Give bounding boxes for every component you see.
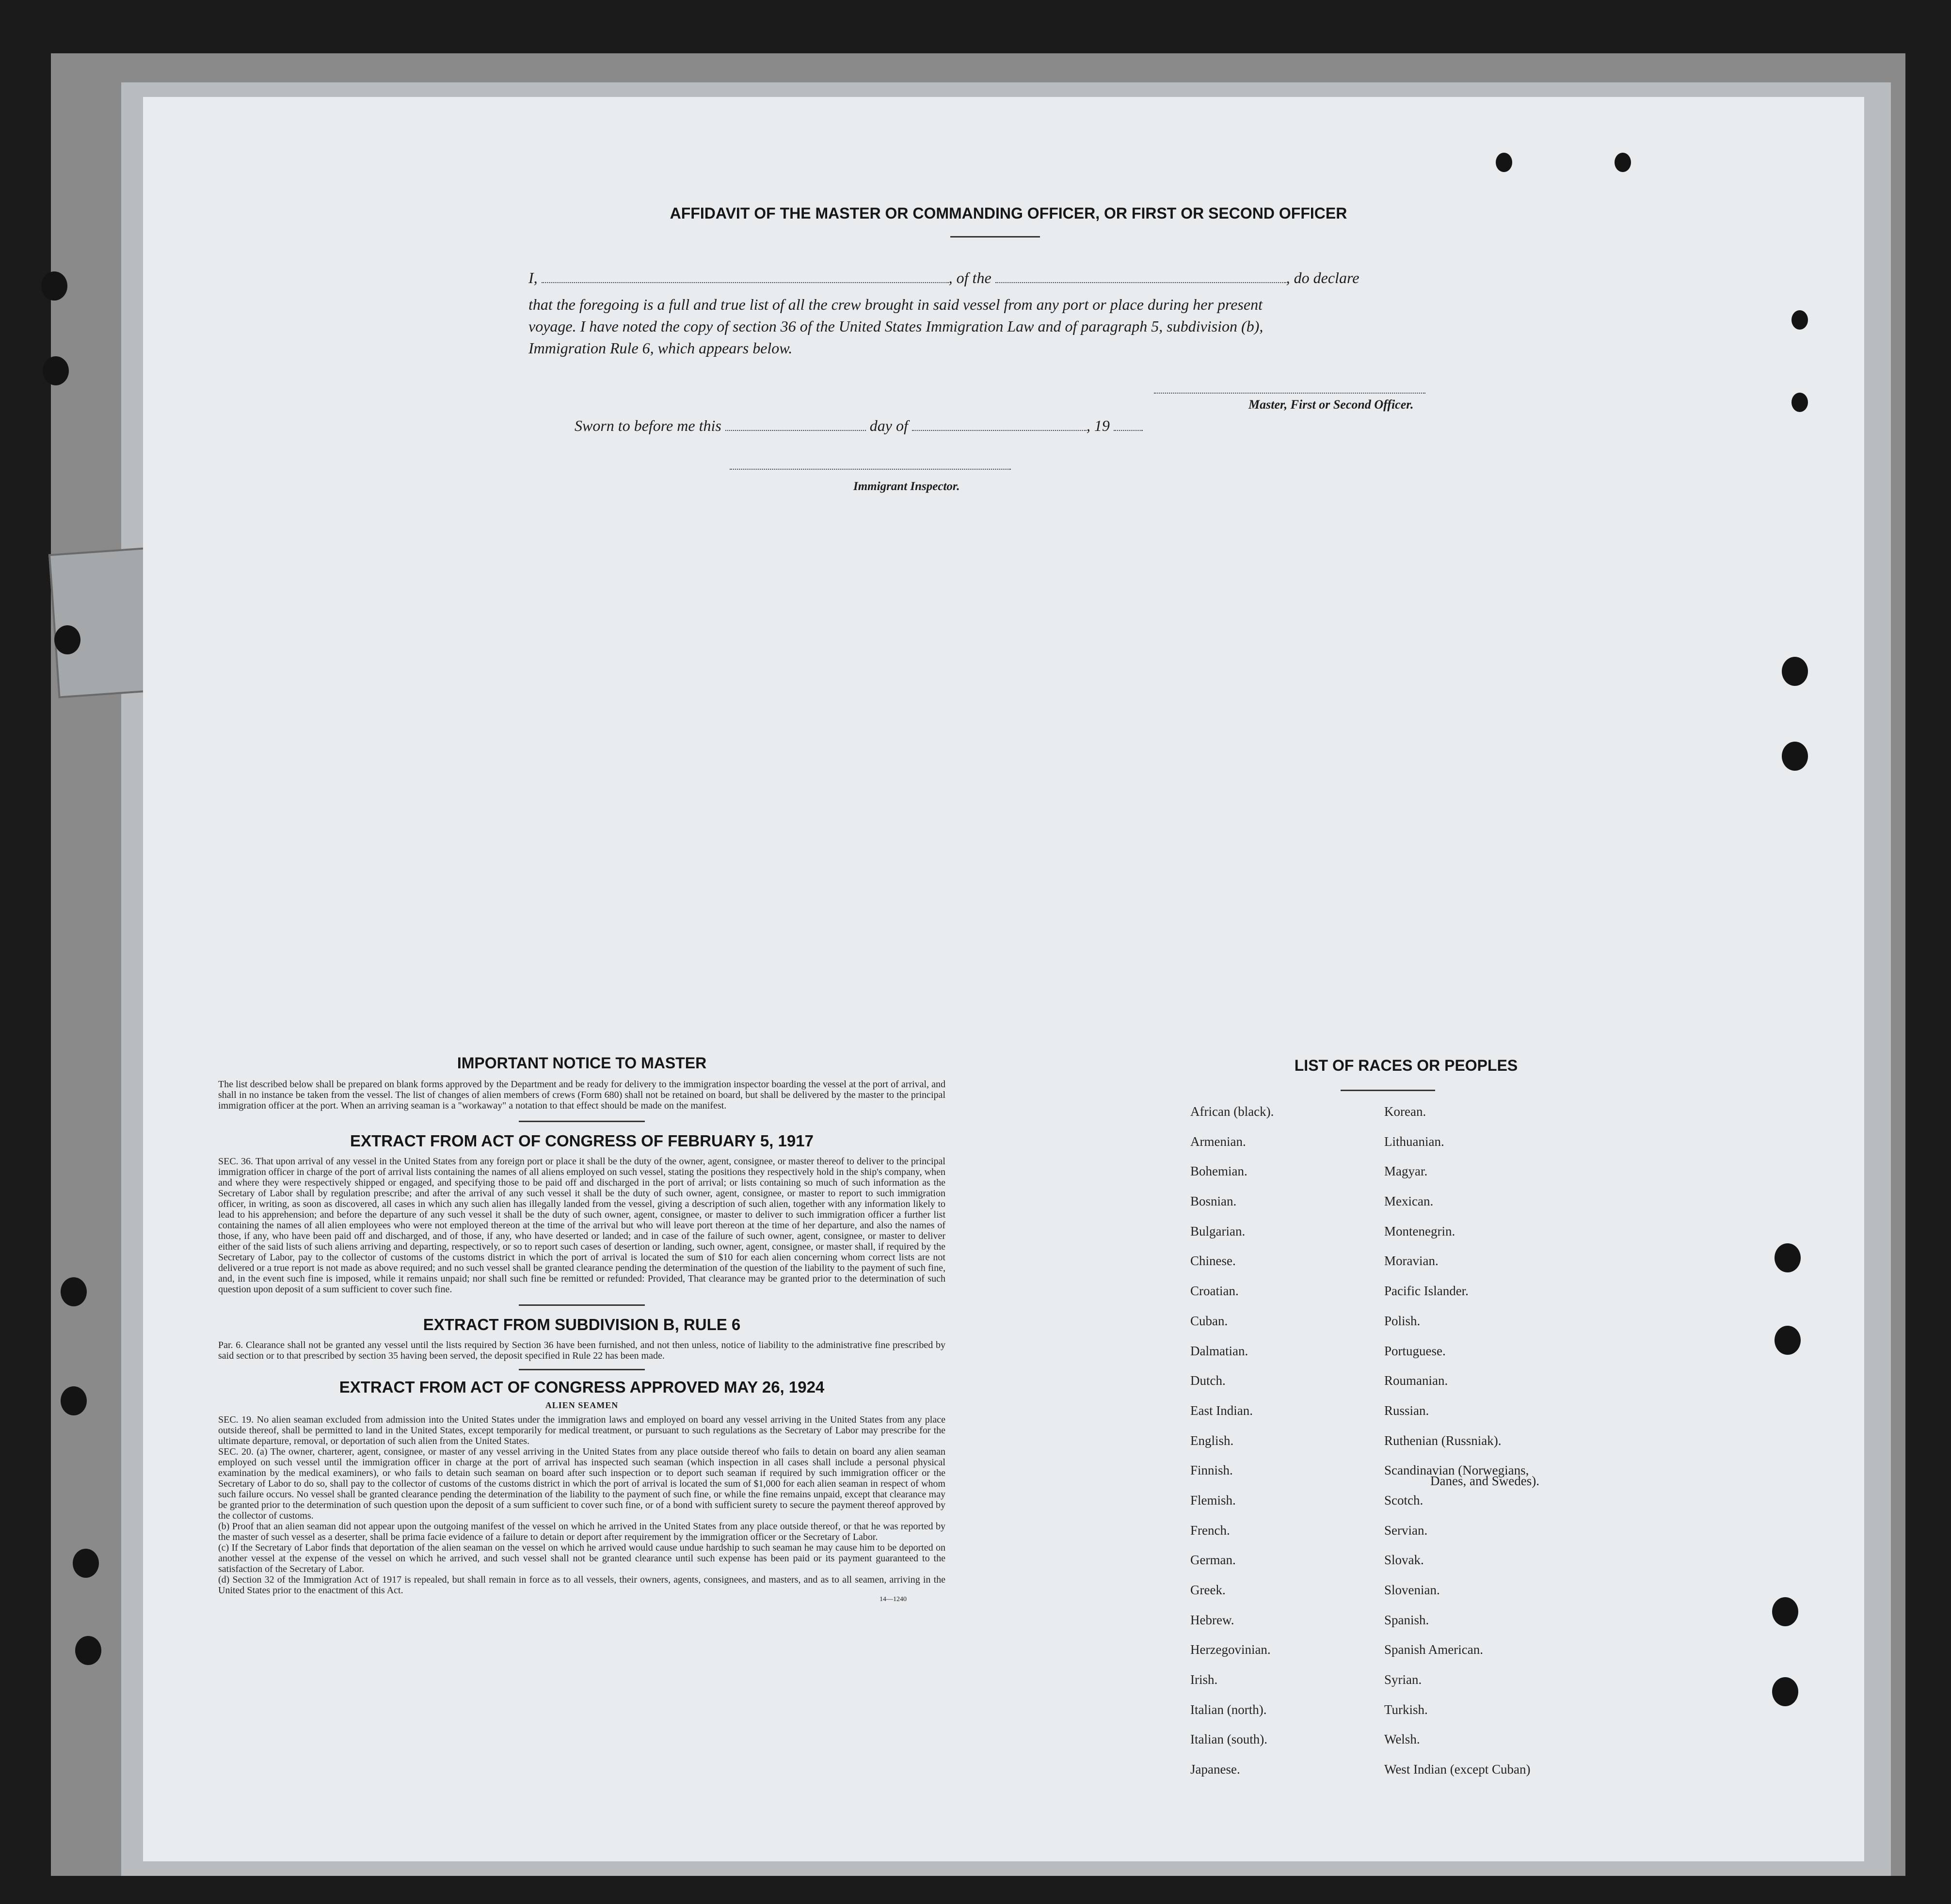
race-item: Dalmatian.	[1190, 1343, 1248, 1358]
races-underline	[1341, 1090, 1435, 1091]
race-item: Armenian.	[1190, 1134, 1246, 1149]
page-hole	[1775, 1326, 1801, 1355]
affidavit-declare: , do declare	[1286, 269, 1359, 286]
page-hole	[1496, 153, 1512, 172]
subdivision-text: Par. 6. Clearance shall not be granted any vessel until the lists required by Section 36 have been furnished, and not then unless, notice of liability to the administrative fine prescribed by said section or to that prescribed by section 35 having been served, the deposit specified in Rule 22 has been made.	[218, 1340, 945, 1361]
affidavit-line-2: that the foregoing is a full and true list of all the crew brought in said vessel from any port or place during her present	[528, 296, 1263, 313]
vessel-blank[interactable]	[995, 282, 1286, 283]
binder-hole	[43, 356, 69, 385]
race-item: African (black).	[1190, 1104, 1274, 1119]
form-page	[143, 97, 1864, 1861]
race-item: German.	[1190, 1553, 1236, 1568]
binder-hole	[61, 1277, 87, 1306]
binder-hole	[75, 1636, 101, 1665]
race-item: Greek.	[1190, 1583, 1226, 1597]
page-hole	[1615, 153, 1631, 172]
binder-hole	[41, 271, 67, 301]
divider	[519, 1369, 645, 1370]
races-scandinavian-continuation: Danes, and Swedes).	[1430, 1474, 1539, 1488]
race-item: Finnish.	[1190, 1463, 1233, 1478]
notice-text: The list described below shall be prepared on blank forms approved by the Department and be ready for delivery to the immigration inspector boarding the vessel at the port of arrival, and shall in no instance be taken from the vessel. The list of changes of alien members of crews (Form 680) shall not be retained on board, but shall be delivered by the master to the principal immigration officer at the port. When an arriving seaman is a "workaway" a notation to that effect should be made on the manifest.	[218, 1079, 945, 1111]
race-item: Dutch.	[1190, 1373, 1226, 1388]
name-blank[interactable]	[542, 282, 949, 283]
race-item: Spanish American.	[1384, 1642, 1483, 1657]
notice-title: IMPORTANT NOTICE TO MASTER	[457, 1054, 707, 1072]
sec-20b-text: (b) Proof that an alien seaman did not appear upon the outgoing manifest of the vessel on which he arrived in the United States from any place outside thereof, or that he was reported by the master of such vessel as a deserter, shall be prima facie evidence of a failure to detain or deport after requirement by the immigration officer or the Secretary of Labor.	[218, 1521, 945, 1542]
race-item: Bulgarian.	[1190, 1223, 1246, 1238]
race-item: Herzegovinian.	[1190, 1642, 1271, 1657]
race-item: Scandinavian (Norwegians,	[1384, 1463, 1529, 1478]
race-item: Turkish.	[1384, 1702, 1428, 1717]
binder-hole	[73, 1549, 99, 1578]
master-signature-label: Master, First or Second Officer.	[1248, 397, 1414, 412]
inspector-label: Immigrant Inspector.	[853, 480, 960, 493]
race-item: Lithuanian.	[1384, 1134, 1444, 1149]
page-hole	[1772, 1597, 1798, 1626]
race-item: Scotch.	[1384, 1492, 1423, 1507]
race-item: Montenegrin.	[1384, 1223, 1455, 1238]
page-hole	[1791, 393, 1808, 412]
race-item: Mexican.	[1384, 1194, 1434, 1209]
race-item: Croatian.	[1190, 1284, 1239, 1299]
sec-20a-text: SEC. 20. (a) The owner, charterer, agent, consignee, or master of any vessel arriving in the United States from any place outside thereof who fails to detain on board any alien seaman employed on such vessel until the immigration officer in charge at the port of arrival has inspected such seaman (which inspection in all cases shall include a personal physical examination by the medical examiners), or who fails to detain such seaman on board after such inspection or to deport such seaman if required by such immigration officer or the Secretary of Labor to do so, shall pay to the collector of customs of the customs district in which the port of arrival is located the sum of $1,000 for each alien seaman in respect of whom such failure occurs. No vessel shall be granted clearance pending the determination of the liability to the payment of such fine, or while the fine remains unpaid, except that clearance may be granted prior to the determination of such question upon the deposit of a sum sufficient to cover such fine, or of a bond with sufficient surety to secure the payment thereof approved by the collector of customs.	[218, 1446, 945, 1521]
race-item: English.	[1190, 1433, 1234, 1448]
race-item: Slovenian.	[1384, 1583, 1440, 1597]
page-hole	[1791, 310, 1808, 330]
race-item: Slovak.	[1384, 1553, 1424, 1568]
race-item: Welsh.	[1384, 1732, 1420, 1747]
sec-20c-text: (c) If the Secretary of Labor finds that deportation of the alien seaman on the vessel on which he arrived would cause undue hardship to such seaman he may cause him to be deported on another vessel at the expense of the vessel on which he arrived, and such vessel shall not be granted clearance until such expense has been paid or its payment guaranteed to the satisfaction of the Secretary of Labor.	[218, 1542, 945, 1574]
sworn-day-of: day of	[869, 417, 908, 434]
extract-1924-title: EXTRACT FROM ACT OF CONGRESS APPROVED MAY 26, 1924	[339, 1378, 825, 1396]
race-item: Portuguese.	[1384, 1343, 1446, 1358]
race-item: Moravian.	[1384, 1253, 1439, 1269]
sworn-line	[575, 417, 1143, 435]
master-signature-line[interactable]	[1154, 393, 1425, 394]
sec-20d-text: (d) Section 32 of the Immigration Act of 1917 is repealed, but shall remain in force as to all vessels, their owners, agents, consignees, and masters, and as to all seamen, arriving in the United States prior to the enactment of this Act.	[218, 1574, 945, 1596]
race-item: Bosnian.	[1190, 1194, 1237, 1209]
race-item: Italian (north).	[1190, 1702, 1267, 1717]
sworn-year: , 19	[1086, 417, 1110, 434]
race-item: Spanish.	[1384, 1612, 1429, 1627]
race-item: Russian.	[1384, 1403, 1429, 1418]
race-item: Chinese.	[1190, 1253, 1236, 1269]
race-item: Polish.	[1384, 1313, 1421, 1328]
page-hole	[1775, 1243, 1801, 1272]
race-item: Flemish.	[1190, 1492, 1236, 1507]
sec-19-text: SEC. 19. No alien seaman excluded from admission into the United States under the immigration laws and employed on board any vessel arriving in the United States from any place outside thereof, shall be permitted to land in the United States, except temporarily for medical treatment, or pursuant to such regulations as the Secretary of Labor may prescribe for the ultimate departure, removal, or deportation of such alien from the United States.	[218, 1414, 945, 1446]
affidavit-of-the: , of the	[948, 269, 991, 286]
race-item: Roumanian.	[1384, 1373, 1448, 1388]
race-item: Pacific Islander.	[1384, 1284, 1469, 1299]
race-item: East Indian.	[1190, 1403, 1253, 1418]
race-item: West Indian (except Cuban)	[1384, 1762, 1531, 1777]
form-number: 14—1240	[880, 1596, 907, 1603]
race-item: Servian.	[1384, 1523, 1428, 1538]
race-item: Syrian.	[1384, 1672, 1422, 1687]
page-hole	[1782, 657, 1808, 686]
alien-seamen-subtitle: ALIEN SEAMEN	[545, 1400, 619, 1410]
race-item: Irish.	[1190, 1672, 1218, 1687]
affidavit-title: AFFIDAVIT OF THE MASTER OR COMMANDING OFFICER, OR FIRST OR SECOND OFFICER	[670, 205, 1347, 222]
subdivision-title: EXTRACT FROM SUBDIVISION B, RULE 6	[423, 1316, 741, 1333]
sworn-year-blank[interactable]	[1114, 429, 1143, 431]
inspector-signature-line[interactable]	[730, 469, 1011, 470]
race-item: Italian (south).	[1190, 1732, 1267, 1747]
sworn-month-blank[interactable]	[912, 429, 1087, 431]
page-hole	[1772, 1677, 1798, 1706]
race-item: Ruthenian (Russniak).	[1384, 1433, 1502, 1448]
race-item: Hebrew.	[1190, 1612, 1234, 1627]
race-item: Bohemian.	[1190, 1164, 1247, 1179]
divider	[519, 1304, 645, 1306]
race-item: Magyar.	[1384, 1164, 1428, 1179]
race-item: Cuban.	[1190, 1313, 1228, 1328]
affidavit-line-1	[528, 269, 1469, 287]
binder-hole	[61, 1386, 87, 1415]
left-column	[218, 1054, 945, 1603]
races-right-column	[1384, 1104, 1530, 1792]
race-item: Japanese.	[1190, 1762, 1240, 1777]
race-item: Korean.	[1384, 1104, 1426, 1119]
title-underline	[950, 236, 1040, 238]
affidavit-line-3: voyage. I have noted the copy of section 36 of the United States Immigration Law and of paragraph 5, subdivision (b),	[528, 317, 1263, 335]
extract-1917-text: SEC. 36. That upon arrival of any vessel in the United States from any foreign port or place it shall be the duty of the owner, agent, consignee, or master thereof to deliver to the principal immigration officer in charge of the port of arrival lists containing the names of all aliens employed on such vessel, stating the positions they respectively hold in the ship's company, when and where they were respectively shipped or engaged, and specifying those to be paid off and discharged in the port of arrival; or lists containing so much of such information as the Secretary of Labor shall by regulation prescribe; and after the arrival of any such vessel it shall be the duty of such owner, agent, consignee, or master to report to such immigration officer, in writing, as soon as discovered, all cases in which any such alien has illegally landed from the vessel, giving a description of such alien, together with any information likely to lead to his apprehension; and before the departure of any such vessel it shall be the duty of such owner, agent, consignee, or master to deliver to such immigration officer a further list containing the names of all alien employees who were not employed thereon at the time of the arrival but who will leave port thereon at the time of her departure, and also the names of those, if any, who have been paid off and discharged, and of those, if any, who have deserted or landed; and in case of the failure of such owner, agent, consignee, or master to deliver either of the said lists of such aliens arriving and departing, respectively, or so to report such cases of desertion or landing, such owner, agent, consignee, or master shall, if required by the Secretary of Labor, pay to the collector of customs of the customs district in which the port of arrival is located the sum of $10 for each alien concerning whom correct lists are not delivered or a true report is not made as above required; and no such vessel shall be granted clearance pending the determination of the question of the liability to the payment of such fine, and, in the event such fine is imposed, while it remains unpaid; nor shall such fine be remitted or refunded: Provided, That clearance may be granted prior to the determination of such question upon deposit of a sum sufficient to cover such fine.	[218, 1156, 945, 1295]
divider	[519, 1121, 645, 1122]
sworn-day-blank[interactable]	[725, 429, 866, 431]
extract-1917-title: EXTRACT FROM ACT OF CONGRESS OF FEBRUARY 5, 1917	[350, 1132, 814, 1150]
page-hole	[1782, 742, 1808, 771]
affidavit-i: I,	[528, 269, 538, 286]
affidavit-line-4: Immigration Rule 6, which appears below.	[528, 339, 793, 357]
sworn-prefix: Sworn to before me this	[575, 417, 721, 434]
binder-hole	[54, 625, 80, 654]
races-left-column	[1190, 1104, 1274, 1792]
race-item: French.	[1190, 1523, 1230, 1538]
races-title: LIST OF RACES OR PEOPLES	[1294, 1057, 1518, 1074]
